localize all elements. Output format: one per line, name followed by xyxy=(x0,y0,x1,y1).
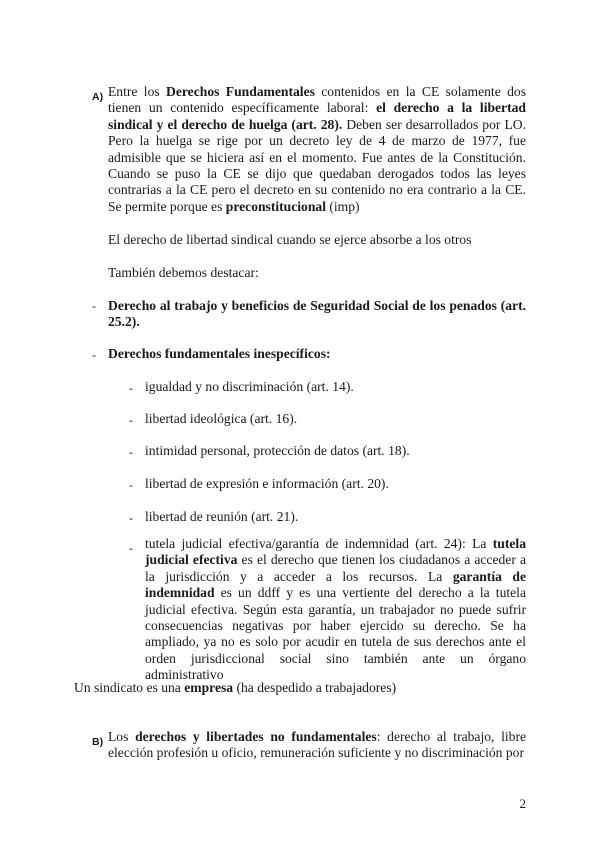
section-b-intro: Los derechos y libertades no fundamentales: derecho al trabajo, libre elección profesión u oficio, remuneración suficiente y no discriminación por xyxy=(108,729,527,761)
sublist-dash: - xyxy=(129,445,133,459)
item-penados: Derecho al trabajo y beneficios de Seguridad Social de los penados (art. 25.2). xyxy=(108,298,526,330)
subitem-expresion: libertad de expresión e información (art. 20). xyxy=(145,476,389,491)
subitem-tutela: tutela judicial efectiva/garantía de indemnidad (art. 24): La tutela judicial efectiva es el derecho que tienen los ciudadanos a acceder a la jurisdicción y a acceder a los recursos. La garantía de indemnidad es un ddff y es una vertiente del derecho a la tutela judicial efectiva. Según esta garantía, un trabajador no puede sufrir consecuencias negativas por haber ejercido su derecho. Se ha ampliado, ya no es solo por acudir en tutela de sus derechos ante el orden jurisdiccional social sino también ante un órgano administrativo xyxy=(145,536,526,683)
subitem-intimidad: intimidad personal, protección de datos (art. 18). xyxy=(145,443,410,458)
list-dash: - xyxy=(92,299,96,313)
sublist-dash: - xyxy=(129,413,133,427)
section-b-marker: B) xyxy=(92,736,104,748)
page-number: 2 xyxy=(519,796,526,811)
subitem-ideologica: libertad ideológica (art. 16). xyxy=(145,411,298,426)
note-destacar: También debemos destacar: xyxy=(108,265,259,280)
derechos-no-fundamentales-term: derechos y libertades no fundamentales xyxy=(135,729,377,744)
sindicato-note: Un sindicato es una empresa (ha despedido a trabajadores) xyxy=(74,680,397,695)
libertad-sindical-huelga-term: el derecho a la libertad sindical y el derecho de huelga (art. 28). xyxy=(108,100,526,132)
sublist-dash: - xyxy=(129,511,133,525)
preconstitucional-term: preconstitucional xyxy=(225,198,326,214)
section-a-intro: Entre los Derechos Fundamentales contenidos en la CE solamente dos tienen un contenido específicamente laboral: el derecho a la libertad sindical y el derecho de huelga (art. 28). Deben ser desarrollados por LO. Pero la huelga se rige por un decreto ley de 4 de marzo de 1977, fue admisible que se hiciera así en el momento. Fue antes de la Constitución. Cuando se puso la CE se dijo que quedaban derogados todos las leyes contrarias a la CE pero el decreto en su contenido no era contrario a la CE. Se permite porque es preconstitucional (imp) xyxy=(108,84,526,214)
section-a-marker: A) xyxy=(92,91,104,103)
sublist-dash: - xyxy=(129,478,133,492)
list-dash: - xyxy=(92,348,96,362)
garantia-indemnidad-term: garantía de indemnidad xyxy=(145,568,526,601)
sublist-dash: - xyxy=(129,541,133,555)
item-inespecificos: Derechos fundamentales inespecíficos: xyxy=(108,346,331,361)
subitem-igualdad: igualdad y no discriminación (art. 14). xyxy=(145,379,354,394)
empresa-term: empresa xyxy=(184,680,234,695)
note-libertad-sindical: El derecho de libertad sindical cuando se ejerce absorbe a los otros xyxy=(108,232,472,247)
derechos-fundamentales-term: Derechos Fundamentales xyxy=(166,84,315,99)
sublist-dash: - xyxy=(129,381,133,395)
subitem-reunion: libertad de reunión (art. 21). xyxy=(145,509,299,524)
tutela-judicial-term: tutela judicial efectiva xyxy=(145,536,526,568)
